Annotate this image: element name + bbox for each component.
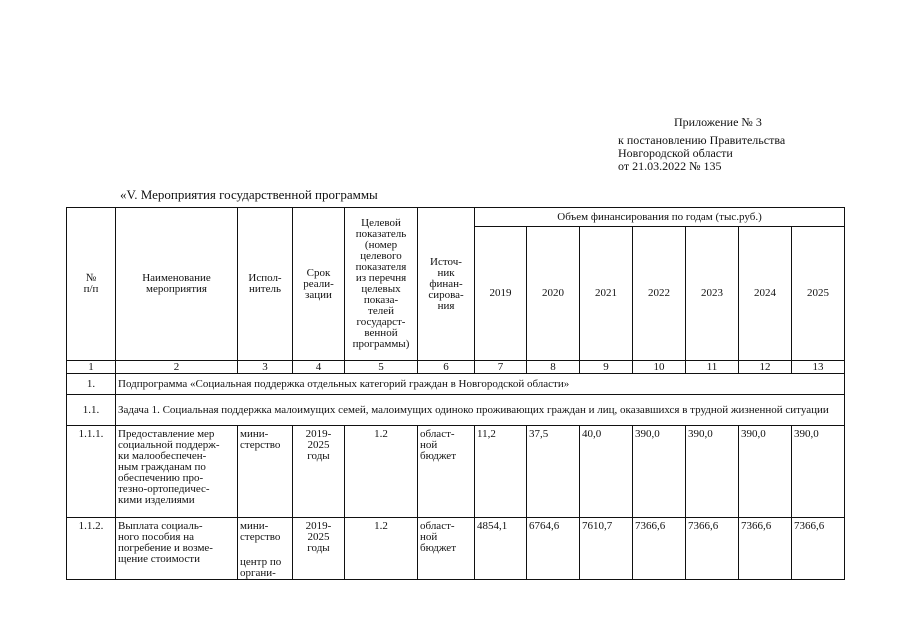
row-term: 2019- 2025 годы [293,518,345,580]
header-line-2: Новгородской области [618,146,733,160]
column-number: 4 [293,361,345,374]
row-value: 4854,1 [475,518,527,580]
row-term: 2019- 2025 годы [293,426,345,518]
row-source: област- ной бюджет [418,518,475,580]
header-num: № п/п [67,208,116,361]
column-number: 9 [580,361,633,374]
column-number: 2 [116,361,238,374]
header-target-indicator: Целевой показатель (номер целевого показателя из перечня целевых показа- телей государст- венной программы) [345,208,418,361]
header-year: 2025 [792,227,845,361]
header-year: 2022 [633,227,686,361]
section-title: «V. Мероприятия государственной программы [120,187,378,202]
table-row [67,426,845,518]
row-value: 7366,6 [686,518,739,580]
column-number: 8 [527,361,580,374]
column-number-row [67,361,845,374]
document-header [618,116,785,173]
subprogram-num: 1. [67,374,116,395]
column-number: 10 [633,361,686,374]
row-source: област- ной бюджет [418,426,475,518]
header-funding-source: Источ- ник финан- сирова- ния [418,208,475,361]
column-number: 13 [792,361,845,374]
column-number: 1 [67,361,116,374]
header-year: 2024 [739,227,792,361]
row-value: 6764,6 [527,518,580,580]
row-executor: мини- стерство [238,426,293,518]
row-name: Выплата социаль- ного пособия на погребение и возме- щение стоимости [116,518,238,580]
row-executor: мини- стерство центр по органи- [238,518,293,580]
row-name: Предоставление мер социальной поддерж- ки малообеспечен- ным гражданам по обеспечению про- тезно-ортопедичес- кими изделиями [116,426,238,518]
row-target: 1.2 [345,518,418,580]
column-number: 11 [686,361,739,374]
subprogram-row [67,374,845,395]
row-value: 390,0 [686,426,739,518]
column-number: 3 [238,361,293,374]
table-row [67,518,845,580]
row-value: 40,0 [580,426,633,518]
row-value: 7366,6 [792,518,845,580]
header-term: Срок реали- зации [293,208,345,361]
row-target: 1.2 [345,426,418,518]
row-value: 7366,6 [739,518,792,580]
task-title: Задача 1. Социальная поддержка малоимущих семей, малоимущих одиноко проживающих граждан и лиц, оказавшихся в трудной жизненной ситуации [116,395,845,426]
row-value: 7610,7 [580,518,633,580]
row-value: 11,2 [475,426,527,518]
header-executor: Испол- нитель [238,208,293,361]
row-executor-2: центр по органи- [240,556,282,579]
row-num: 1.1.2. [67,518,116,580]
column-number: 6 [418,361,475,374]
appendix-number: Приложение № 3 [674,115,762,129]
row-value: 7366,6 [633,518,686,580]
header-name: Наименование мероприятия [116,208,238,361]
header-year: 2020 [527,227,580,361]
subprogram-title: Подпрограмма «Социальная поддержка отдельных категорий граждан в Новгородской области» [116,374,845,395]
program-activities-table [66,207,845,580]
row-value: 390,0 [633,426,686,518]
row-value: 390,0 [792,426,845,518]
header-line-1: к постановлению Правительства [618,133,786,147]
column-number: 5 [345,361,418,374]
task-row [67,395,845,426]
column-number: 7 [475,361,527,374]
row-value: 390,0 [739,426,792,518]
task-num: 1.1. [67,395,116,426]
row-num: 1.1.1. [67,426,116,518]
column-number: 12 [739,361,792,374]
header-year: 2021 [580,227,633,361]
row-value: 37,5 [527,426,580,518]
header-funding-volume: Объем финансирования по годам (тыс.руб.) [475,208,845,227]
header-line-3: от 21.03.2022 № 135 [618,159,722,173]
header-year: 2019 [475,227,527,361]
header-year: 2023 [686,227,739,361]
